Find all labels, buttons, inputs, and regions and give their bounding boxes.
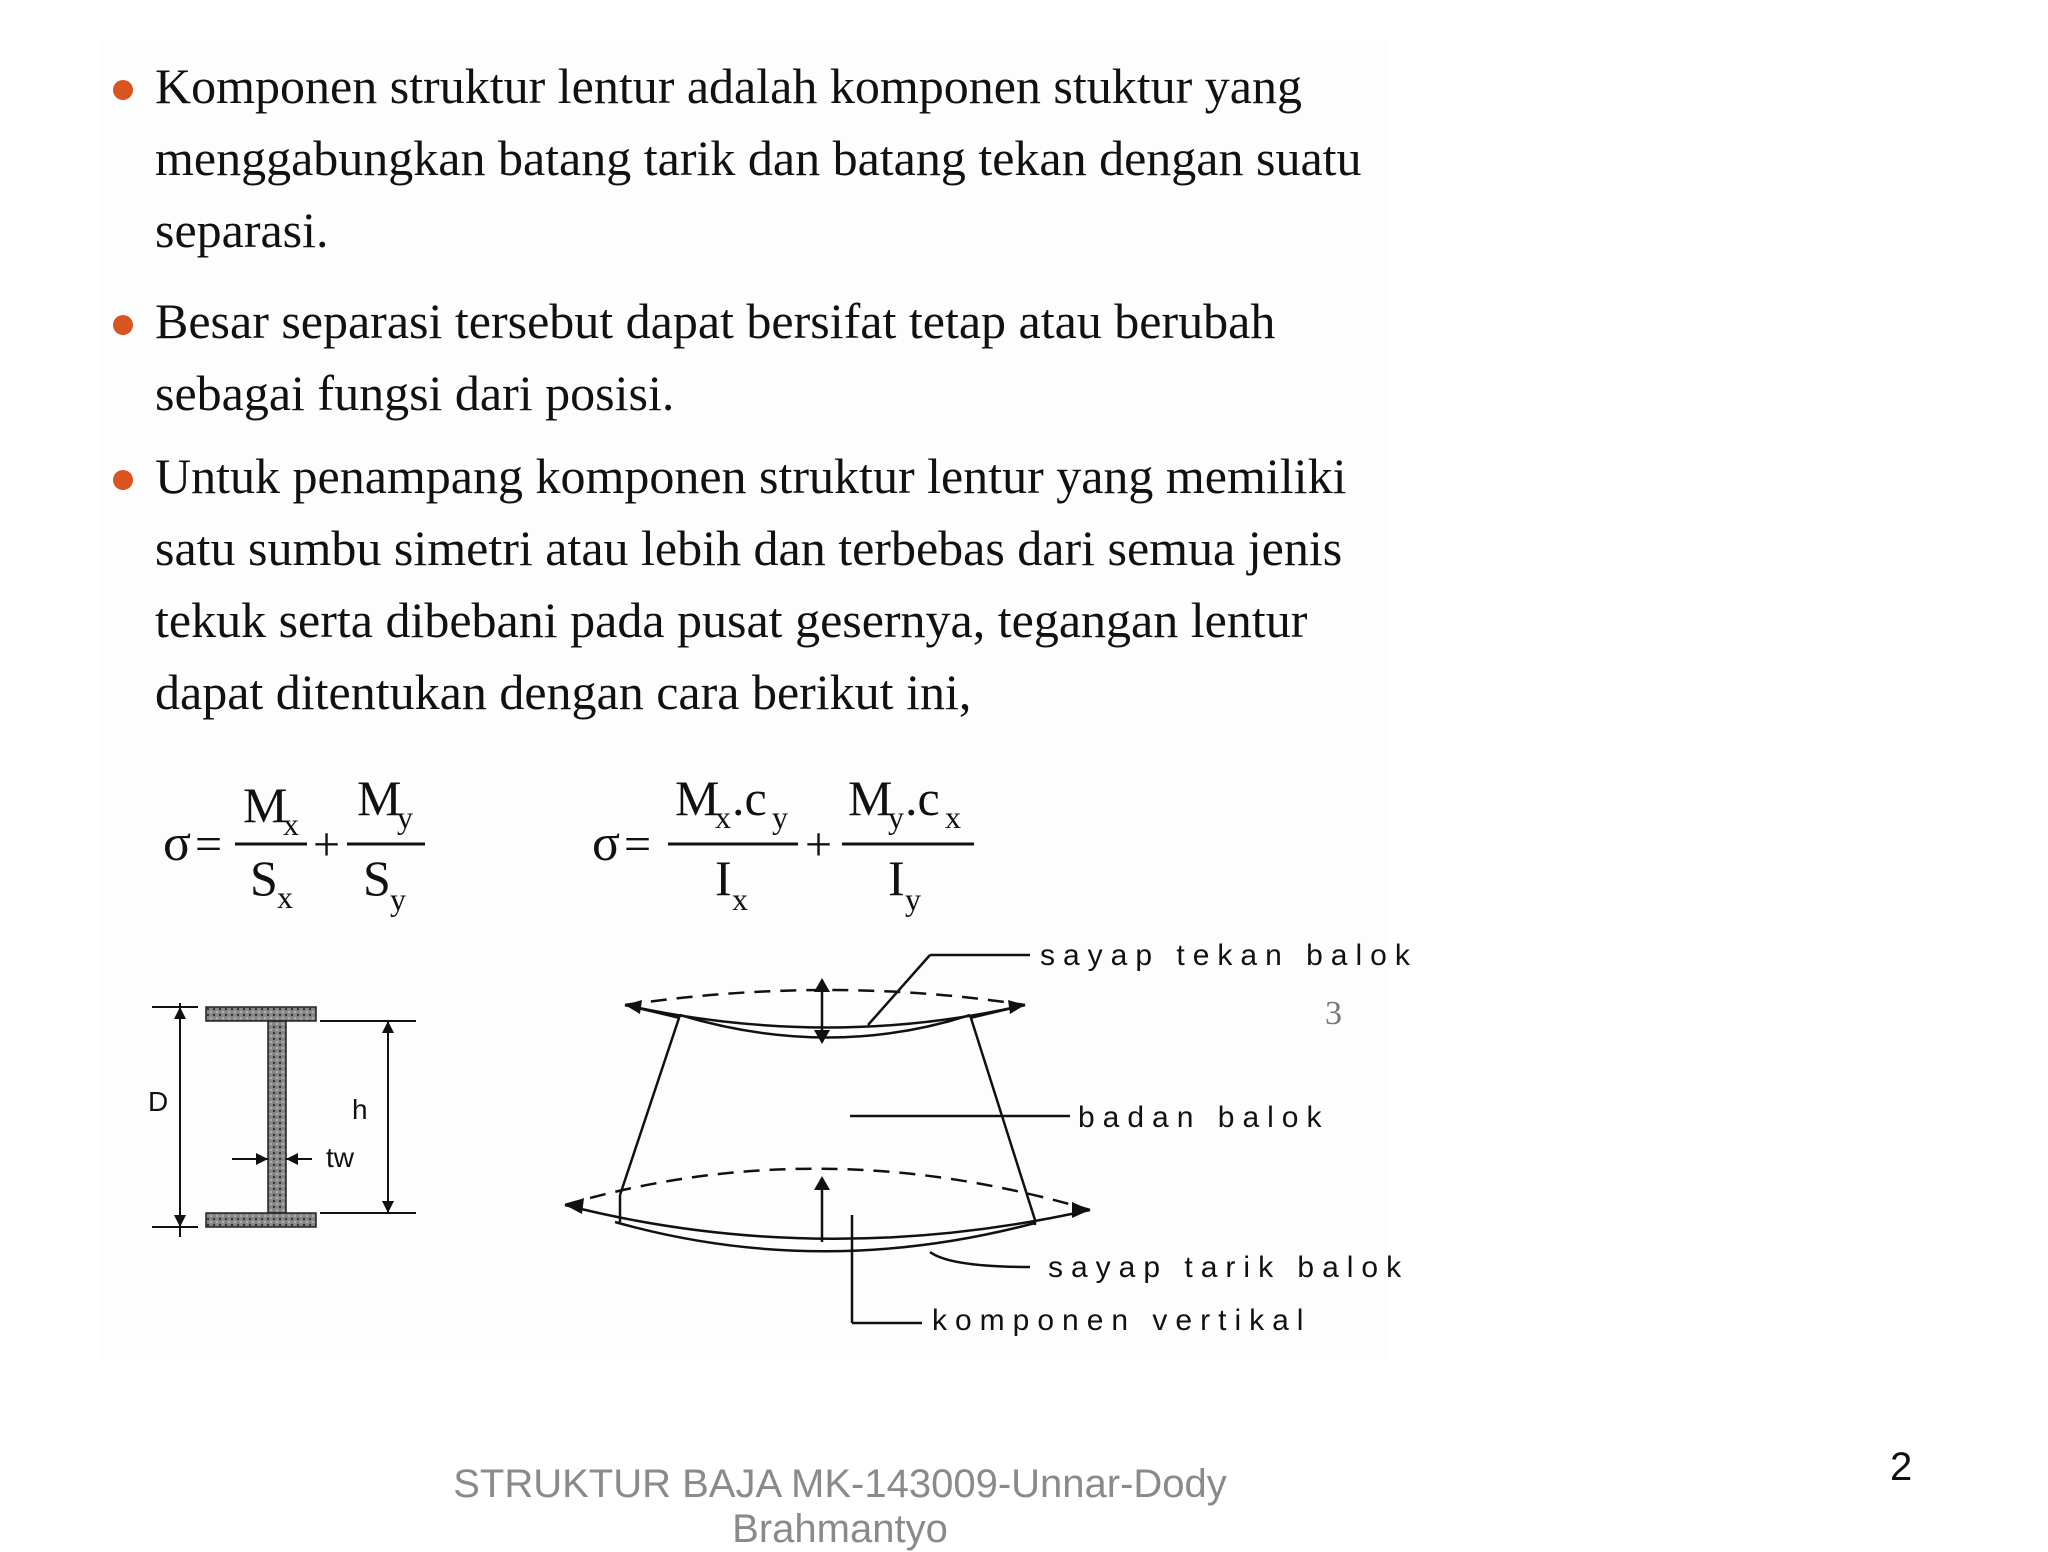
formula-term1-num-c: .c: [732, 770, 767, 826]
ibeam-cross-section-diagram: [140, 995, 440, 1255]
arrow-right-icon: [1008, 1000, 1025, 1014]
arrow-right-icon: [1072, 1202, 1090, 1218]
arrow-left-icon: [565, 1198, 584, 1214]
bottom-flange: [206, 1213, 316, 1227]
top-flange-dashed: [625, 990, 1025, 1005]
label-compression-flange: sayap tekan balok: [1040, 939, 1418, 972]
label-tension-flange: sayap tarik balok: [1048, 1251, 1410, 1284]
top-flange: [206, 1007, 316, 1021]
bending-beam-diagram: [550, 930, 1418, 1350]
formula-term1-num-c-sub: y: [772, 799, 788, 835]
slide-footer: STRUKTUR BAJA MK-143009-Unnar-Dody Brahmantyo: [453, 1462, 1227, 1551]
bullet-line: dapat ditentukan dengan cara berikut ini,: [155, 664, 972, 720]
arrow-up-icon: [814, 1176, 830, 1190]
formula-term1-num-sub: x: [283, 806, 299, 842]
formula-term1-num: M: [675, 770, 720, 826]
formula-term1-den-sub: x: [732, 881, 748, 917]
web-left: [620, 1015, 680, 1195]
bullet-item: [105, 285, 1405, 429]
arrow-up-icon: [814, 978, 830, 992]
formula-sigma: σ: [163, 815, 192, 872]
formula-plus: +: [313, 818, 341, 871]
formula-term2-den: I: [888, 850, 905, 906]
formula-section-modulus: [155, 760, 455, 930]
label-tw: tw: [326, 1142, 354, 1173]
formula-equals: =: [195, 818, 223, 871]
arrow-left-icon: [625, 1000, 642, 1014]
bullet-dot-icon: [113, 80, 133, 100]
bullet-line: Besar separasi tersebut dapat bersifat tetap atau berubah: [155, 293, 1276, 349]
formula-term1-num: M: [243, 777, 288, 833]
bullet-line: sebagai fungsi dari posisi.: [155, 365, 675, 421]
bullet-dot-icon: [113, 315, 133, 335]
bullet-line: Komponen struktur lentur adalah komponen stuktur yang: [155, 58, 1302, 114]
bullet-dot-icon: [113, 470, 133, 490]
formula-term2-num: M: [848, 770, 893, 826]
bullet-line: Untuk penampang komponen struktur lentur yang memiliki: [155, 448, 1347, 504]
label-web: badan balok: [1078, 1101, 1330, 1134]
formula-term1-den: I: [715, 850, 732, 906]
formula-sigma: σ: [592, 815, 621, 872]
formula-equals: =: [624, 818, 652, 871]
formula-plus: +: [805, 818, 833, 871]
formula-term2-num-c-sub: x: [945, 799, 961, 835]
formula-term2-den: S: [363, 850, 391, 906]
bullet-line: menggabungkan batang tarik dan batang tekan dengan suatu: [155, 130, 1362, 186]
label-h: h: [352, 1094, 368, 1125]
formula-term2-num-c: .c: [905, 770, 940, 826]
formula-term2-num-sub: y: [397, 799, 413, 835]
formula-moment-of-inertia: [590, 760, 1010, 930]
web: [268, 1021, 286, 1213]
bullet-line: separasi.: [155, 202, 329, 258]
formula-term2-num-sub: y: [888, 799, 904, 835]
embedded-page-number: 3: [1325, 995, 1342, 1032]
label-D: D: [148, 1086, 169, 1117]
bottom-flange-bottom: [565, 1205, 1090, 1239]
slide-page-number: 2: [1890, 1445, 1913, 1489]
bullet-line: satu sumbu simetri atau lebih dan terbebas dari semua jenis: [155, 520, 1343, 576]
formula-term2-num: M: [357, 770, 402, 826]
formula-term1-den: S: [250, 850, 278, 906]
formula-term2-den-sub: y: [905, 881, 921, 917]
formula-term2-den-sub: y: [390, 881, 406, 917]
label-vertical-component: komponen vertikal: [932, 1304, 1312, 1337]
bullet-line: tekuk serta dibebani pada pusat gesernya, tegangan lentur: [155, 592, 1308, 648]
formula-term1-num-sub: x: [715, 799, 731, 835]
bullet-item: [105, 440, 1405, 728]
bullet-item: [105, 50, 1405, 266]
formula-term1-den-sub: x: [277, 879, 293, 915]
